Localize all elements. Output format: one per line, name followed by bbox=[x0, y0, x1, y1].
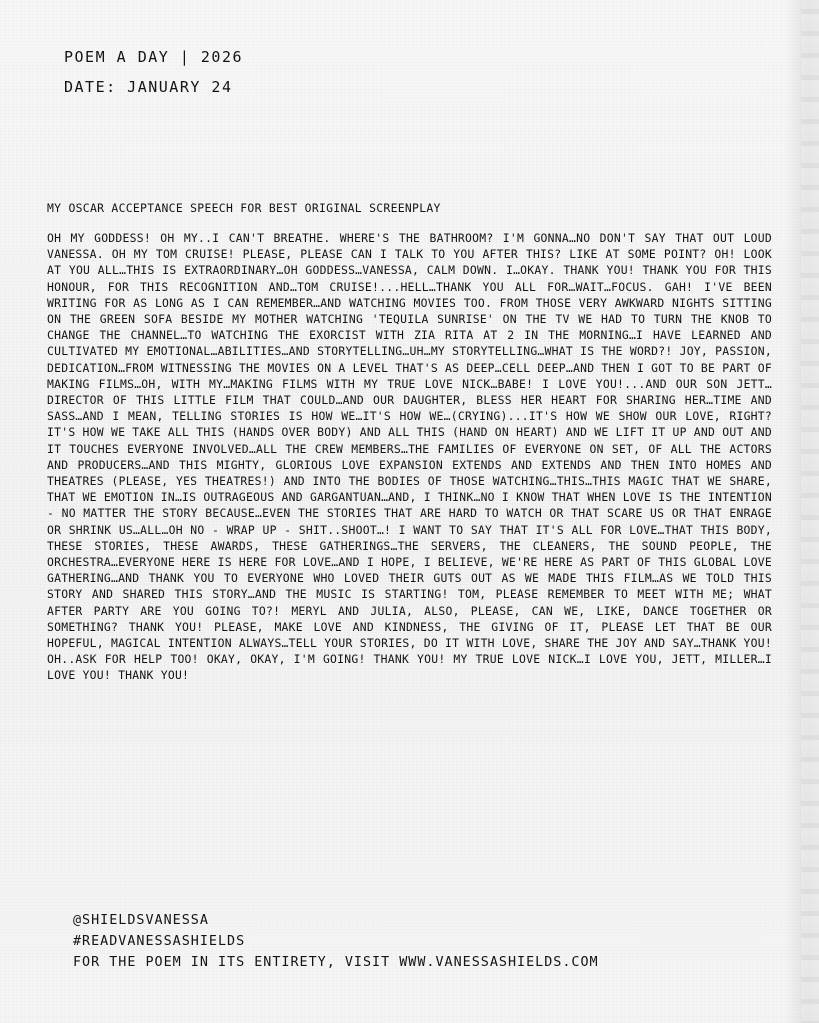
poem-title: MY OSCAR ACCEPTANCE SPEECH FOR BEST ORIGINAL SCREENPLAY bbox=[47, 201, 441, 215]
hashtag: #READVANESSASHIELDS bbox=[73, 934, 246, 949]
social-handle: @SHIELDSVANESSA bbox=[73, 913, 209, 928]
header bbox=[64, 42, 243, 102]
footer bbox=[73, 910, 599, 973]
torn-paper-edge bbox=[785, 0, 819, 1023]
poem-body: OH MY GODDESS! OH MY..I CAN'T BREATHE. WHERE'S THE BATHROOM? I'M GONNA…NO DON'T SAY THAT OUT LOUD VANESSA. OH MY TOM CRUISE! PLEASE, PLEASE CAN I TALK TO YOU AFTER THIS? LIKE AT SOME POINT? OH! LOOK AT YOU ALL…THIS IS EXTRAORDINARY…OH GODDESS…VANESSA, CALM DOWN. I…OKAY. THANK YOU! THANK YOU FOR THIS HONOUR, FOR THIS RECOGNITION AND…TOM CRUISE!...HELL…THANK YOU ALL FOR…WAIT…FOCUS. GAH! I'VE BEEN WRITING FOR AS LONG AS I CAN REMEMBER…AND WATCHING MOVIES TOO. FROM THOSE VERY AWKWARD NIGHTS SITTING ON THE GREEN SOFA BESIDE MY MOTHER WATCHING 'TEQUILA SUNRISE' ON THE TV WE HAD TO TURN THE KNOB TO CHANGE THE CHANNEL…TO WATCHING THE EXORCIST WITH ZIA RITA AT 2 IN THE MORNING…I HAVE LEARNED AND CULTIVATED MY EMOTIONAL…ABILITIES…AND STORYTELLING…UH…MY STORYTELLING…WHAT IS THE WORD?! JOY, PASSION, DEDICATION…FROM WITNESSING THE MOVIES ON A LEVEL THAT'S AS DEEP…CELL DEEP…AND THEN I GOT TO BE PART OF MAKING FILMS…OH, WITH MY…MAKING FILMS WITH MY TRUE LOVE NICK…BABE! I LOVE YOU!...AND OUR SON JETT…DIRECTOR OF THIS LITTLE FILM THAT COULD…AND OUR DAUGHTER, BLESS HER HEART FOR SHARING HER…TIME AND SASS…AND I MEAN, TELLING STORIES IS HOW WE…IT'S HOW WE…(CRYING)...IT'S HOW WE SHOW OUR LOVE, RIGHT? IT'S HOW WE TAKE ALL THIS (HANDS OVER BODY) AND ALL THIS (HAND ON HEART) AND WE LIFT IT UP AND OUT AND IT TOUCHES EVERYONE INVOLVED…ALL THE CREW MEMBERS…THE FAMILIES OF EVERYONE ON SET, OF ALL THE ACTORS AND PRODUCERS…AND THIS MIGHTY, GLORIOUS LOVE EXPANSION EXTENDS AND EXTENDS AND THEN INTO HOMES AND THEATRES (PLEASE, YES THEATRES!) AND INTO THE BODIES OF THOSE WATCHING…THIS…THIS MAGIC THAT WE SHARE, THAT WE EMOTION IN…IS OUTRAGEOUS AND GARGANTUAN…AND, I THINK…NO I KNOW THAT WHEN LOVE IS THE INTENTION - NO MATTER THE STORY BECAUSE…EVEN THE STORIES THAT ARE HARD TO WATCH OR THAT SCARE US OR THAT ENRAGE OR SHRINK US…ALL…OH NO - WRAP UP - SHIT..SHOOT…! I WANT TO SAY THAT IT'S ALL FOR LOVE…THAT THIS BODY, THESE STORIES, THESE AWARDS, THESE GATHERINGS…THE SERVERS, THE CLEANERS, THE SOUND PEOPLE, THE ORCHESTRA…EVERYONE HERE IS HERE FOR LOVE…AND I HOPE, I BELIEVE, WE'RE HERE AS PART OF THIS GLOBAL LOVE GATHERING…AND THANK YOU TO EVERYONE WHO LOVED THEIR GUTS OUT AS WE MADE THIS FILM…AS WE TOLD THIS STORY AND SHARED THIS STORY…AND THE MUSIC IS STARTING! TOM, PLEASE REMEMBER TO MEET WITH ME; WHAT AFTER PARTY ARE YOU GOING TO?! MERYL AND JULIA, ALSO, PLEASE, CAN WE, LIKE, DANCE TOGETHER OR SOMETHING? THANK YOU! PLEASE, MAKE LOVE AND KINDNESS, THE GIVING OF IT, PLEASE LET THAT BE OUR HOPEFUL, MAGICAL INTENTION ALWAYS…TELL YOUR STORIES, DO IT WITH LOVE, SHARE THE JOY AND SAY…THANK YOU! OH..ASK FOR HELP TOO! OKAY, OKAY, I'M GOING! THANK YOU! MY TRUE LOVE NICK…I LOVE YOU, JETT, MILLER…I LOVE YOU! THANK YOU! bbox=[47, 231, 772, 683]
website-note: FOR THE POEM IN ITS ENTIRETY, VISIT WWW.VANESSASHIELDS.COM bbox=[73, 955, 599, 970]
date-label: DATE: JANUARY 24 bbox=[64, 78, 233, 96]
series-label: POEM A DAY | 2026 bbox=[64, 48, 244, 66]
